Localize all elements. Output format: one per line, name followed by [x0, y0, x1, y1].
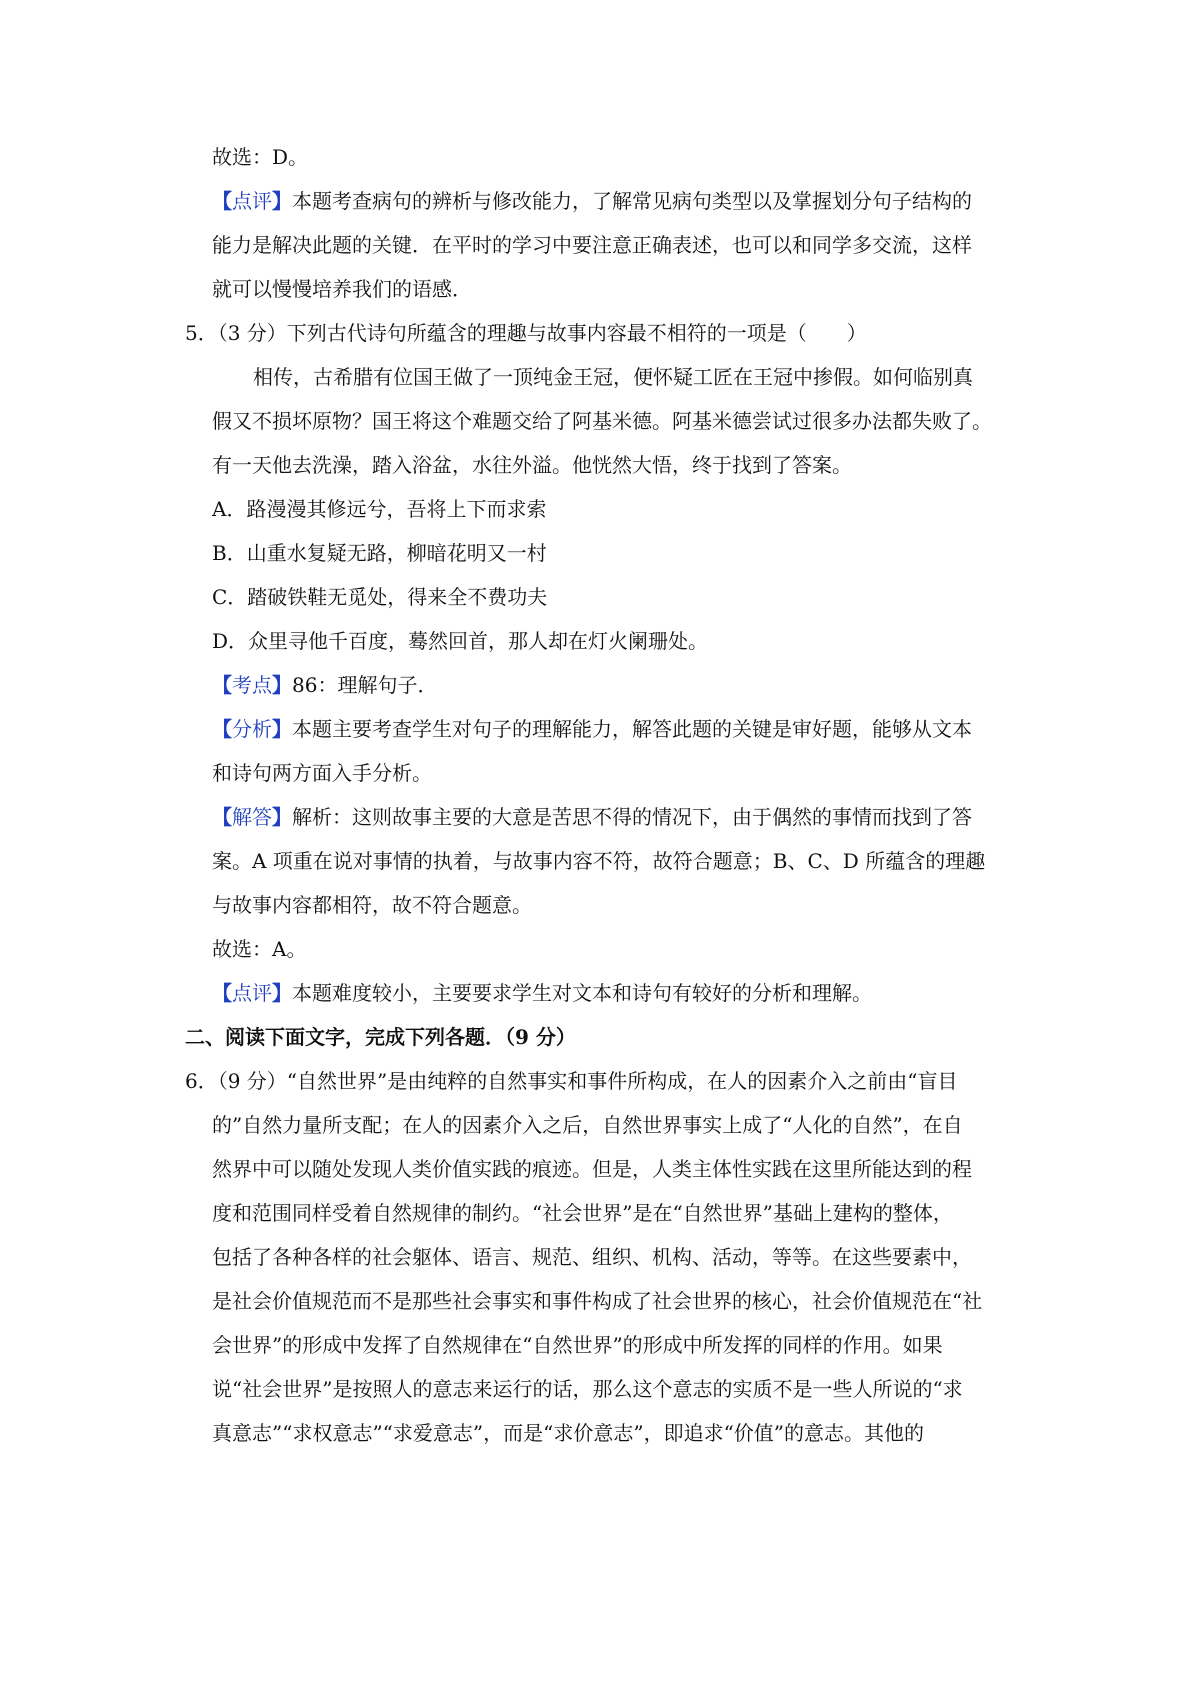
review-tag: 点评	[232, 981, 272, 1005]
bracket-open: 【	[212, 717, 232, 741]
q4-review-line-3: 就可以慢慢培养我们的语感．	[212, 277, 472, 301]
review-text: 本题难度较小，主要要求学生对文本和诗句有较好的分析和理解。	[292, 981, 872, 1005]
q5-solution-line-2: 案。A 项重在说对事情的执着，与故事内容不符，故符合题意；B、C、D 所蕴含的理趣	[212, 849, 986, 873]
bracket-open: 【	[212, 673, 232, 697]
q5-option-b: B．山重水复疑无路，柳暗花明又一村	[212, 541, 547, 565]
q5-point-line	[212, 671, 437, 699]
q4-review-line-1	[212, 187, 972, 215]
analysis-tag: 分析	[232, 717, 272, 741]
q5-analysis-line-2: 和诗句两方面入手分析。	[212, 761, 432, 785]
q6-line-5: 包括了各种各样的社会躯体、语言、规范、组织、机构、活动，等等。在这些要素中，	[212, 1245, 972, 1269]
point-text: 86：理解句子．	[292, 673, 438, 697]
q6-line-8: 说“社会世界”是按照人的意志来运行的话，那么这个意志的实质不是一些人所说的“求	[212, 1377, 963, 1401]
solution-tag: 解答	[232, 805, 272, 829]
section-heading: 二、阅读下面文字，完成下列各题．（9 分）	[185, 1025, 576, 1049]
q5-review-line	[212, 979, 872, 1007]
q6-line-1: 6．（9 分）“自然世界”是由纯粹的自然事实和事件所构成，在人的因素介入之前由“盲目	[185, 1069, 958, 1093]
q5-solution-line-1	[212, 803, 972, 831]
q5-option-d: D．众里寻他千百度，蓦然回首，那人却在灯火阑珊处。	[212, 629, 709, 653]
q6-line-4: 度和范围同样受着自然规律的制约。“社会世界”是在“自然世界”基础上建构的整体，	[212, 1201, 953, 1225]
q5-passage-line-3: 有一天他去洗澡，踏入浴盆，水往外溢。他恍然大悟，终于找到了答案。	[212, 453, 852, 477]
q4-answer: 故选：D。	[212, 145, 309, 169]
q6-line-9: 真意志”“求权意志”“求爱意志”，而是“求价意志”，即追求“价值”的意志。其他的	[212, 1421, 925, 1445]
review-tag: 点评	[232, 189, 272, 213]
q6-line-6: 是社会价值规范而不是那些社会事实和事件构成了社会世界的核心，社会价值规范在“社	[212, 1289, 983, 1313]
review-text: 本题考查病句的辨析与修改能力，了解常见病句类型以及掌握划分句子结构的	[292, 189, 972, 213]
bracket-close: 】	[272, 189, 292, 213]
q4-review-line-2: 能力是解决此题的关键．在平时的学习中要注意正确表述，也可以和同学多交流，这样	[212, 233, 972, 257]
q5-option-a: A．路漫漫其修远兮，吾将上下而求索	[212, 497, 547, 521]
bracket-close: 】	[272, 805, 292, 829]
analysis-text: 本题主要考查学生对句子的理解能力，解答此题的关键是审好题，能够从文本	[292, 717, 972, 741]
solution-text: 解析：这则故事主要的大意是苦思不得的情况下，由于偶然的事情而找到了答	[292, 805, 972, 829]
q5-option-c: C．踏破铁鞋无觅处，得来全不费功夫	[212, 585, 548, 609]
q5-analysis-line-1	[212, 715, 972, 743]
bracket-open: 【	[212, 189, 232, 213]
bracket-close: 】	[272, 673, 292, 697]
q5-passage-line-1: 相传，古希腊有位国王做了一顶纯金王冠，便怀疑工匠在王冠中掺假。如何临别真	[253, 365, 973, 389]
q6-line-2: 的”自然力量所支配；在人的因素介入之后，自然世界事实上成了“人化的自然”，在自	[212, 1113, 963, 1137]
bracket-close: 】	[272, 981, 292, 1005]
bracket-open: 【	[212, 981, 232, 1005]
q5-stem: 5．（3 分）下列古代诗句所蕴含的理趣与故事内容最不相符的一项是（ ）	[185, 321, 867, 345]
q6-line-3: 然界中可以随处发现人类价值实践的痕迹。但是，人类主体性实践在这里所能达到的程	[212, 1157, 972, 1181]
q6-line-7: 会世界”的形成中发挥了自然规律在“自然世界”的形成中所发挥的同样的作用。如果	[212, 1333, 943, 1357]
q5-passage-line-2: 假又不损坏原物？国王将这个难题交给了阿基米德。阿基米德尝试过很多办法都失败了。	[212, 409, 992, 433]
bracket-close: 】	[272, 717, 292, 741]
q5-solution-line-3: 与故事内容都相符，故不符合题意。	[212, 893, 532, 917]
q5-answer: 故选：A。	[212, 937, 307, 961]
point-tag: 考点	[232, 673, 272, 697]
bracket-open: 【	[212, 805, 232, 829]
